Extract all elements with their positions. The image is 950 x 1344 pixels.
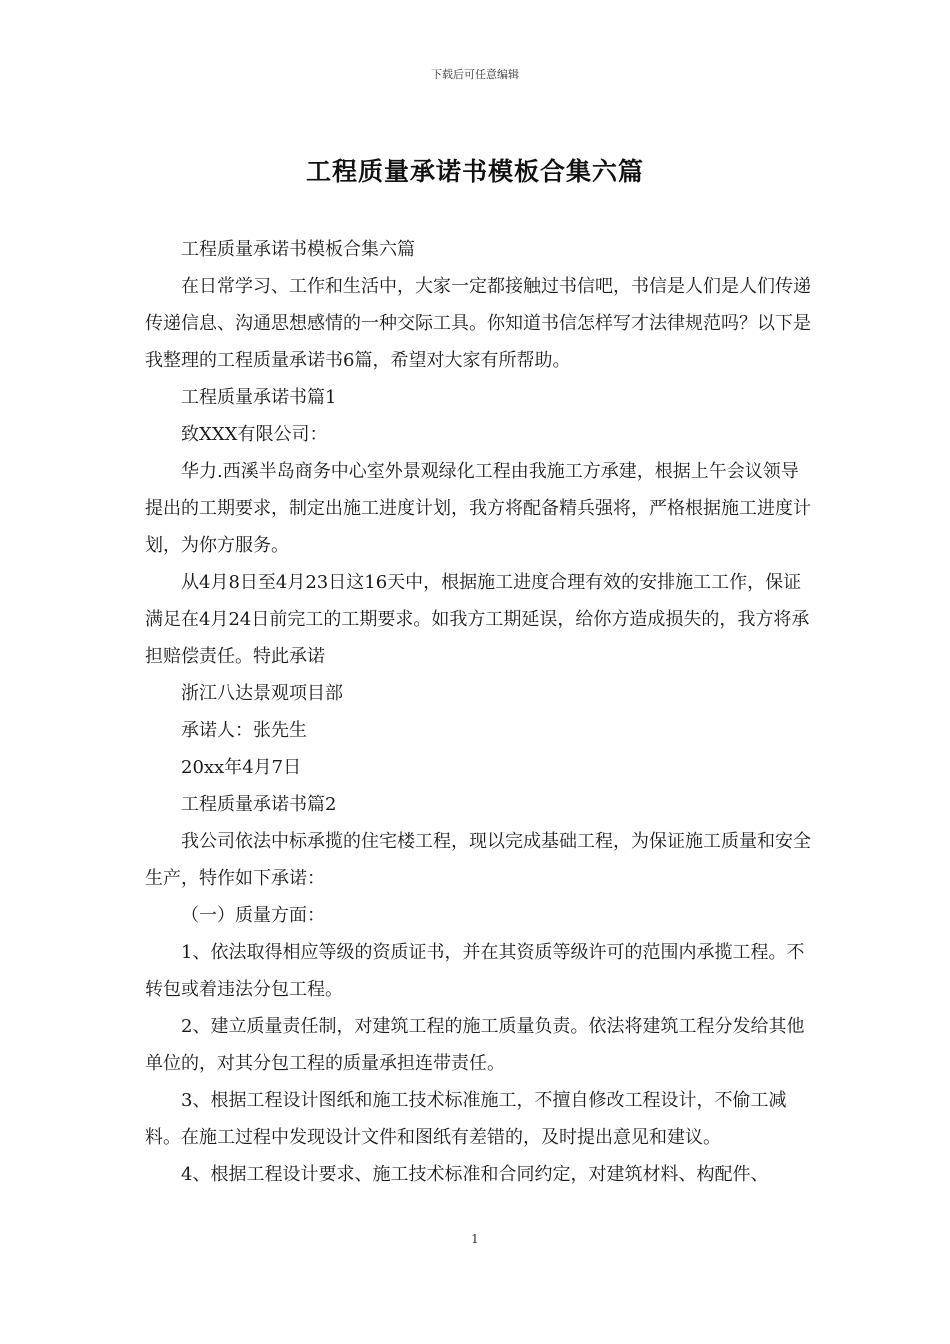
header-note: 下载后可任意编辑	[431, 68, 519, 81]
paragraph-project: 华力.西溪半岛商务中心室外景观绿化工程由我施工方承建，根据上午会议领导提出的工期要求，制定出施工进度计划，我方将配备精兵强将，严格根据施工进度计划，为你方服务。	[145, 461, 811, 556]
paragraph-signatory-org: 浙江八达景观项目部	[181, 683, 343, 704]
paragraph-schedule: 从4月8日至4月23日这16天中，根据施工进度合理有效的安排施工工作，保证满足在4月24日前完工的工期要求。如我方工期延误，给你方造成损失的，我方将承担赔偿责任。特此承诺	[145, 572, 810, 667]
paragraph-commitment-intro: 我公司依法中标承揽的住宅楼工程，现以完成基础工程，为保证施工质量和安全生产，特作如下承诺：	[145, 831, 811, 889]
document-body	[145, 231, 815, 1193]
paragraph-signatory: 承诺人：张先生	[181, 720, 307, 741]
paragraph-intro: 在日常学习、工作和生活中，大家一定都接触过书信吧，书信是人们是人们传递传递信息、沟通思想感情的一种交际工具。你知道书信怎样写才法律规范吗？以下是我整理的工程质量承诺书6篇，希望对大家有所帮助。	[145, 276, 811, 371]
page-number: 1	[471, 1232, 479, 1246]
paragraph-addressee: 致XXX有限公司：	[181, 424, 328, 445]
paragraph-date: 20xx年4月7日	[181, 757, 302, 778]
paragraph-intro-title: 工程质量承诺书模板合集六篇	[181, 239, 415, 260]
list-item-3: 3、根据工程设计图纸和施工技术标准施工，不擅自修改工程设计，不偷工减料。在施工过程中发现设计文件和图纸有差错的，及时提出意见和建议。	[145, 1090, 787, 1148]
list-item-1: 1、依法取得相应等级的资质证书，并在其资质等级许可的范围内承揽工程。不转包或着违法分包工程。	[145, 942, 805, 1000]
list-item-4: 4、根据工程设计要求、施工技术标准和合同约定，对建筑材料、构配件、	[181, 1164, 769, 1185]
section-heading-1: 工程质量承诺书篇1	[181, 387, 337, 408]
paragraph-quality-heading: （一）质量方面：	[181, 905, 325, 926]
list-item-2: 2、建立质量责任制，对建筑工程的施工质量负责。依法将建筑工程分发给其他单位的，对其分包工程的质量承担连带责任。	[145, 1016, 805, 1074]
section-heading-2: 工程质量承诺书篇2	[181, 794, 337, 815]
document-title: 工程质量承诺书模板合集六篇	[305, 157, 644, 186]
